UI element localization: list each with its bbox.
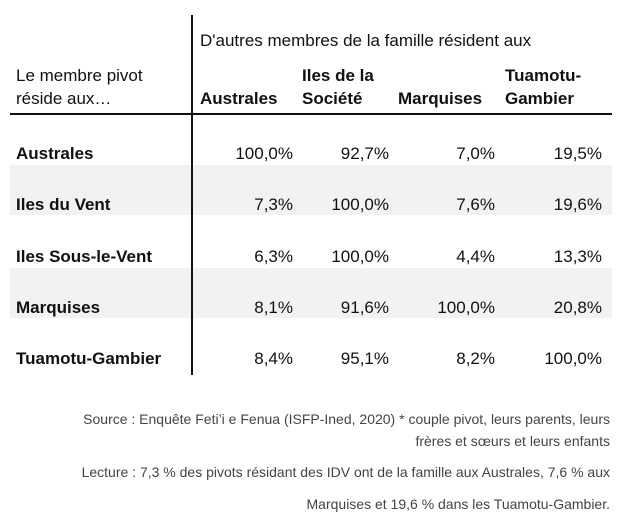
table-cell: 8,2% — [456, 349, 495, 368]
table-cell: 100,0% — [235, 144, 293, 163]
column-header-line2: Marquises — [398, 89, 483, 108]
reading-note-line2: Marquises et 19,6 % dans les Tuamotu-Gambier. — [306, 496, 610, 512]
table-cell: 100,0% — [331, 195, 389, 214]
column-header-line1 — [200, 64, 277, 87]
source-note — [83, 408, 610, 452]
row-label: Iles Sous-le-Vent — [16, 247, 153, 266]
row-label: Tuamotu-Gambier — [16, 349, 162, 368]
pivot-header-line2: réside aux… — [16, 89, 112, 108]
table-cell: 19,6% — [553, 195, 602, 214]
table-cell: 13,3% — [553, 247, 602, 266]
column-header-line1: Tuamotu- — [505, 66, 582, 85]
source-note-line2: frères et sœurs et leurs enfants — [415, 433, 610, 449]
row-label: Australes — [16, 144, 94, 163]
row-label: Iles du Vent — [16, 195, 111, 214]
table-cell: 7,6% — [456, 195, 495, 214]
table-cell: 4,4% — [456, 247, 495, 266]
table-cell: 92,7% — [340, 144, 389, 163]
source-note-line1: Source : Enquête Feti’i e Fenua (ISFP-Ined, 2020) * couple pivot, leurs parents, leurs — [83, 411, 610, 427]
column-header-line2: Gambier — [505, 89, 574, 108]
table-cell: 7,3% — [254, 195, 293, 214]
column-header-societe — [302, 64, 374, 110]
column-header-tuamotu — [505, 64, 581, 110]
column-header-marquises — [398, 64, 482, 110]
column-header-line1: Iles de la — [302, 66, 374, 85]
table-cell: 19,5% — [553, 144, 602, 163]
column-header-line2: Australes — [200, 89, 278, 108]
table-cell: 100,0% — [331, 247, 389, 266]
table-cell: 20,8% — [553, 298, 602, 317]
group-header: D'autres membres de la famille résident aux — [200, 31, 532, 50]
pivot-header-line1: Le membre pivot — [16, 66, 143, 85]
reading-note — [82, 461, 610, 515]
column-header-australes — [200, 64, 277, 110]
reading-note-line1: Lecture : 7,3 % des pivots résidant des IDV ont de la famille aux Australes, 7,6 % aux — [81, 464, 610, 480]
table-cell: 8,1% — [254, 298, 293, 317]
horizontal-rule — [10, 113, 612, 115]
row-label: Marquises — [16, 298, 101, 317]
table-cell: 7,0% — [456, 144, 495, 163]
table-cell: 100,0% — [437, 298, 495, 317]
column-header-line2: Société — [302, 89, 363, 108]
table-cell: 100,0% — [544, 349, 602, 368]
table-cell: 91,6% — [340, 298, 389, 317]
table-cell: 95,1% — [340, 349, 389, 368]
pivot-header — [16, 64, 143, 110]
column-header-line1 — [398, 64, 482, 87]
table-cell: 6,3% — [254, 247, 293, 266]
table-cell: 8,4% — [254, 349, 293, 368]
